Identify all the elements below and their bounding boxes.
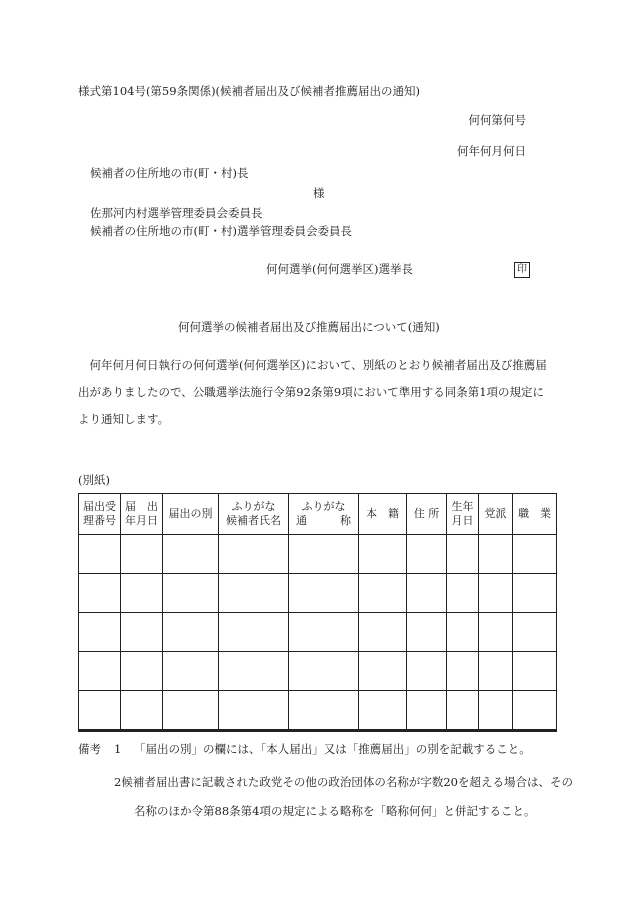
table-cell[interactable] — [479, 574, 513, 613]
document-date: 何年何月何日 — [457, 144, 526, 158]
table-cell[interactable] — [513, 535, 557, 574]
table-cell[interactable] — [163, 535, 219, 574]
form-heading: 様式第104号(第59条関係)(候補者届出及び候補者推薦届出の通知) — [78, 84, 421, 98]
table-cell[interactable] — [513, 574, 557, 613]
table-row — [79, 574, 557, 613]
table-cell[interactable] — [121, 652, 163, 691]
table-cell[interactable] — [163, 652, 219, 691]
table-cell[interactable] — [513, 652, 557, 691]
table-cell[interactable] — [289, 613, 359, 652]
table-cell[interactable] — [79, 613, 121, 652]
header-cell: ふりがな 通 称 — [289, 494, 359, 535]
table-cell[interactable] — [289, 691, 359, 731]
table-cell[interactable] — [513, 691, 557, 731]
table-cell[interactable] — [479, 691, 513, 731]
candidate-table — [78, 493, 557, 732]
header-cell: 届 出 年月日 — [121, 494, 163, 535]
table-cell[interactable] — [447, 691, 479, 731]
table-cell[interactable] — [407, 613, 447, 652]
header-cell: 届出の別 — [163, 494, 219, 535]
attachment-label: (別紙) — [78, 473, 110, 487]
addressee-line-1: 候補者の住所地の市(町・村)長 — [90, 166, 249, 180]
table-cell[interactable] — [121, 535, 163, 574]
header-cell: 届出受 理番号 — [79, 494, 121, 535]
seal-mark: 印 — [514, 262, 530, 278]
table-cell[interactable] — [219, 535, 289, 574]
table-cell[interactable] — [121, 691, 163, 731]
document-number: 何何第何号 — [468, 113, 526, 127]
table-cell[interactable] — [163, 691, 219, 731]
table-header-row — [79, 494, 557, 535]
header-cell: 住 所 — [407, 494, 447, 535]
table-cell[interactable] — [79, 574, 121, 613]
table-row — [79, 613, 557, 652]
header-cell: 職 業 — [513, 494, 557, 535]
header-cell: ふりがな 候補者氏名 — [219, 494, 289, 535]
table-cell[interactable] — [289, 535, 359, 574]
table-cell[interactable] — [359, 613, 407, 652]
addressee-honorific: 様 — [313, 186, 325, 200]
table-cell[interactable] — [513, 613, 557, 652]
notes-label: 備考 — [78, 742, 101, 756]
table-cell[interactable] — [79, 691, 121, 731]
table-row — [79, 535, 557, 574]
table-cell[interactable] — [479, 535, 513, 574]
note-number: 2 — [114, 775, 122, 789]
addressee-line-2: 佐那河内村選挙管理委員会委員長 — [90, 206, 263, 220]
table-cell[interactable] — [289, 652, 359, 691]
sender-title: 何何選挙(何何選挙区)選挙長 — [266, 262, 413, 276]
note-text: 候補者届出書に記載された政党その他の政治団体の名称が字数20を超える場合は、その名称のほか令第88条第4項の規定による略称を「略称何何」と併記すること。 — [121, 775, 573, 818]
table-cell[interactable] — [289, 574, 359, 613]
table-cell[interactable] — [219, 613, 289, 652]
header-cell: 本 籍 — [359, 494, 407, 535]
table-cell[interactable] — [163, 574, 219, 613]
table-cell[interactable] — [121, 574, 163, 613]
table-row — [79, 652, 557, 691]
table-cell[interactable] — [407, 652, 447, 691]
table-cell[interactable] — [219, 652, 289, 691]
table-cell[interactable] — [479, 613, 513, 652]
table-cell[interactable] — [407, 691, 447, 731]
table-cell[interactable] — [359, 574, 407, 613]
header-cell: 生年 月日 — [447, 494, 479, 535]
table-cell[interactable] — [447, 613, 479, 652]
note-text: 「届出の別」の欄には、「本人届出」又は「推薦届出」の別を記載すること。 — [134, 742, 531, 756]
table-row — [79, 691, 557, 731]
document-subject: 何何選挙の候補者届出及び推薦届出について(通知) — [178, 320, 440, 334]
table-cell[interactable] — [447, 535, 479, 574]
table-cell[interactable] — [407, 574, 447, 613]
table-cell[interactable] — [219, 574, 289, 613]
table-cell[interactable] — [359, 535, 407, 574]
table-cell[interactable] — [407, 535, 447, 574]
note-number: 1 — [114, 742, 122, 756]
addressee-line-3: 候補者の住所地の市(町・村)選挙管理委員会委員長 — [90, 224, 352, 238]
table-cell[interactable] — [163, 613, 219, 652]
table-cell[interactable] — [79, 535, 121, 574]
body-paragraph: 何年何月何日執行の何何選挙(何何選挙区)において、別紙のとおり候補者届出及び推薦届出がありましたので、公職選挙法施行令第92条第9項において準用する同条第1項の規定により通知します。 — [78, 358, 547, 426]
note-item-2 — [114, 768, 574, 826]
header-cell: 党派 — [479, 494, 513, 535]
table-cell[interactable] — [219, 691, 289, 731]
table-cell[interactable] — [79, 652, 121, 691]
table-cell[interactable] — [359, 691, 407, 731]
table-cell[interactable] — [447, 652, 479, 691]
table-cell[interactable] — [121, 613, 163, 652]
note-item-1 — [114, 742, 531, 757]
table-cell[interactable] — [447, 574, 479, 613]
table-cell[interactable] — [479, 652, 513, 691]
table-cell[interactable] — [359, 652, 407, 691]
